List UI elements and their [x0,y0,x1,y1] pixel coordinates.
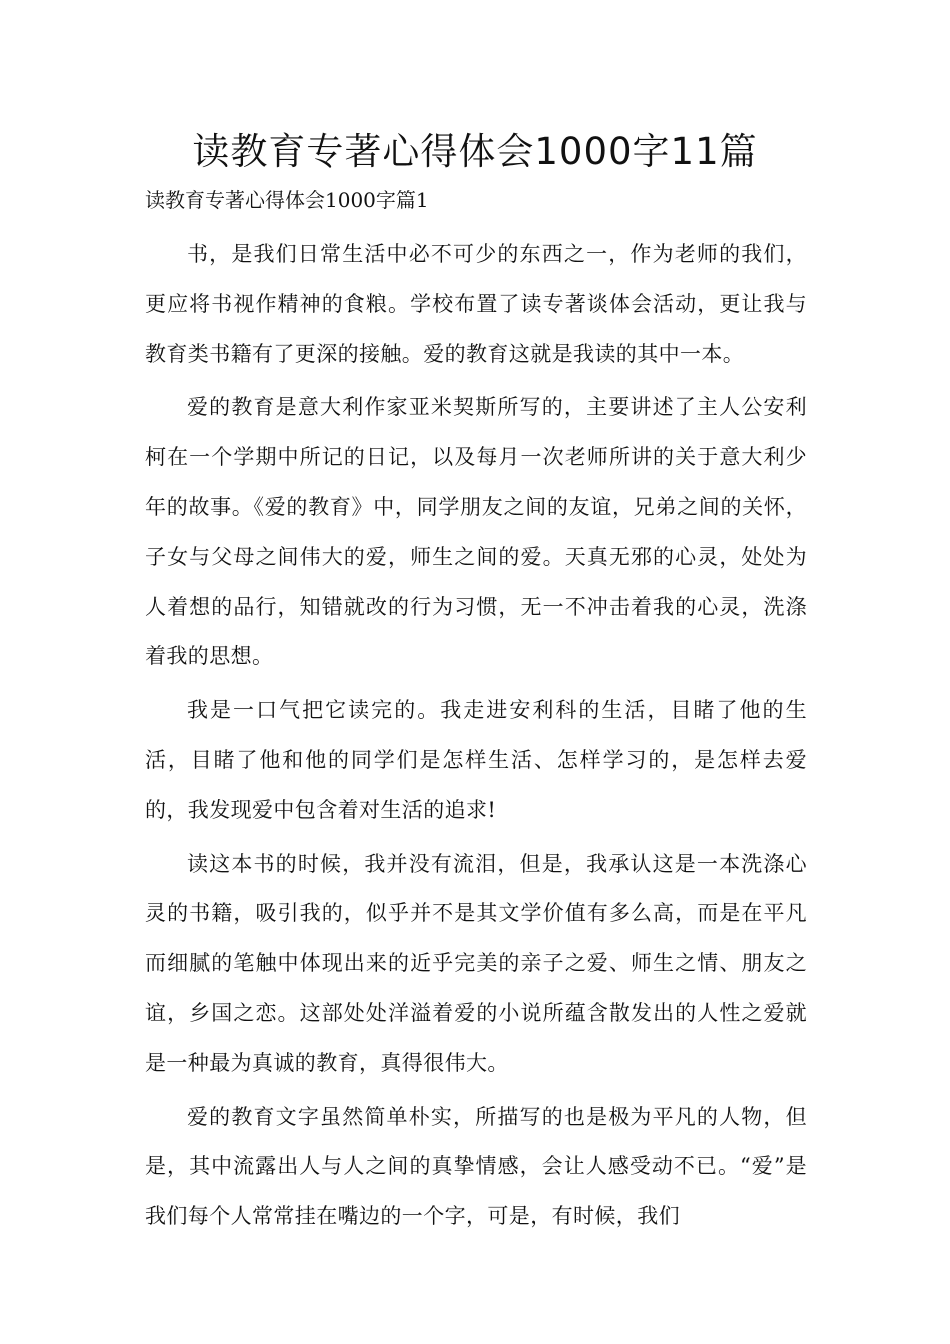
paragraph: 爱的教育文字虽然简单朴实，所描写的也是极为平凡的人物，但是，其中流露出人与人之间的真挚情感，会让人感受动不已。“爱”是我们每个人常常挂在嘴边的一个字，可是，有时候，我们 [145,1104,807,1229]
paragraph: 我是一口气把它读完的。我走进安利科的生活，目睹了他的生活，目睹了他和他的同学们是怎样生活、怎样学习的，是怎样去爱的，我发现爱中包含着对生活的追求! [145,698,807,822]
document-title: 读教育专著心得体会1000字11篇 [192,130,758,173]
document-body [145,230,807,1246]
paragraph: 读这本书的时候，我并没有流泪，但是，我承认这是一本洗涤心灵的书籍，吸引我的，似乎并不是其文学价值有多么高，而是在平凡而细腻的笔触中体现出来的近乎完美的亲子之爱、师生之情、朋友之谊，乡国之恋。这部处处洋溢着爱的小说所蕴含散发出的人性之爱就是一种最为真诚的教育，真得很伟大。 [145,851,807,1075]
paragraph: 书，是我们日常生活中必不可少的东西之一，作为老师的我们，更应将书视作精神的食粮。学校布置了读专著谈体会活动，更让我与教育类书籍有了更深的接触。爱的教育这就是我读的其中一本。 [145,242,807,366]
paragraph: 爱的教育是意大利作家亚米契斯所写的，主要讲述了主人公安利柯在一个学期中所记的日记，以及每月一次老师所讲的关于意大利少年的故事。《爱的教育》中，同学朋友之间的友谊，兄弟之间的关怀，子女与父母之间伟大的爱，师生之间的爱。天真无邪的心灵，处处为人着想的品行，知错就改的行为习惯，无一不冲击着我的心灵，洗涤着我的思想。 [145,395,807,669]
section-heading: 读教育专著心得体会1000字篇1 [145,188,429,212]
